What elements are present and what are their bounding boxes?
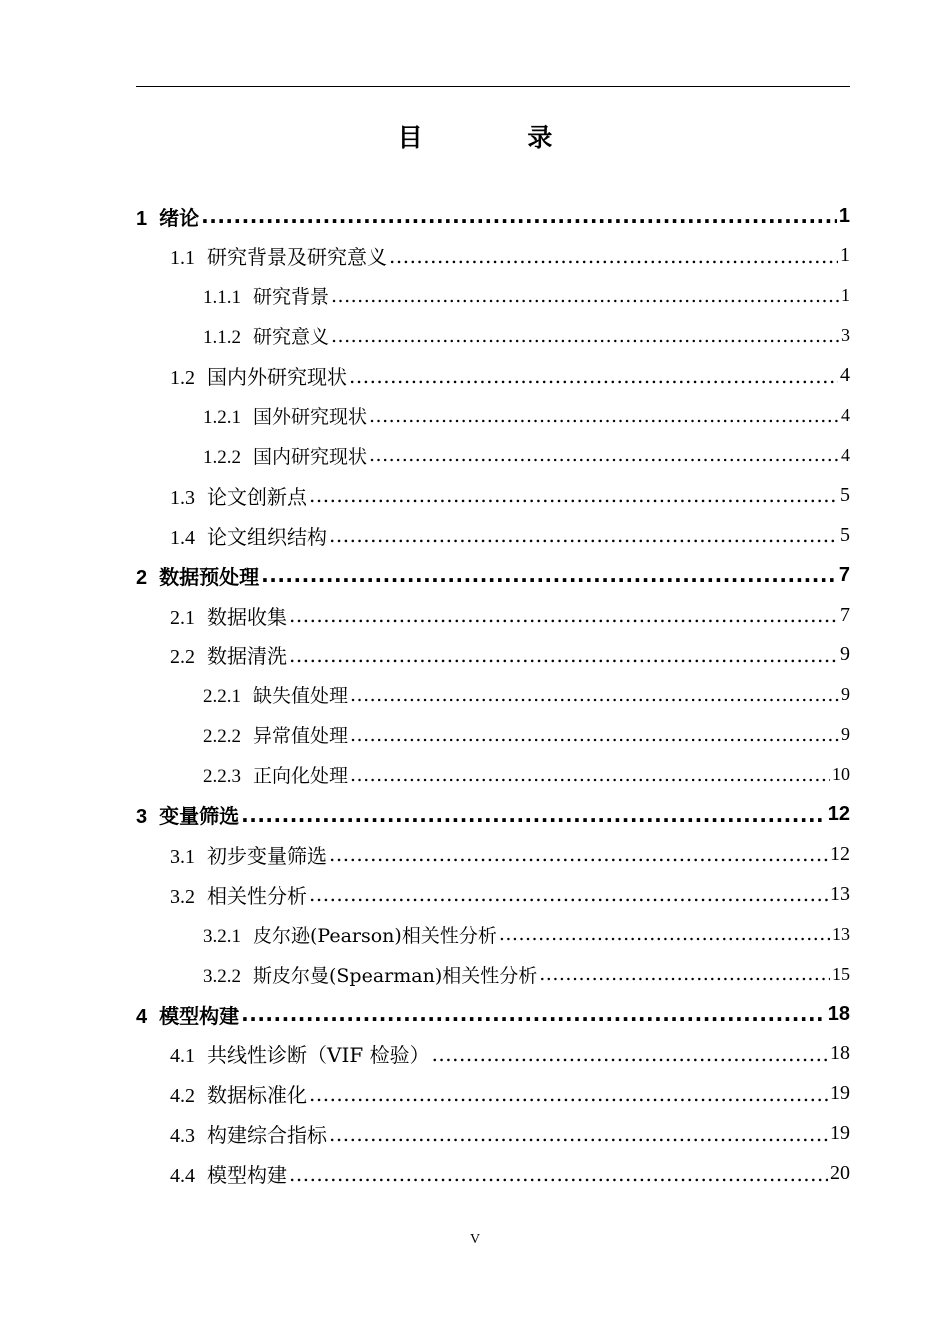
toc-entry-label	[170, 840, 327, 869]
toc-entry-page: 9	[840, 643, 850, 666]
toc-entry-number: 2.2	[170, 646, 195, 669]
toc-entry-title: 相关性分析	[207, 883, 307, 908]
toc-entry-page: 1	[838, 204, 850, 227]
toc-entry-number: 1.4	[170, 526, 195, 549]
toc-entry-label	[170, 521, 327, 550]
toc-entry-title: 初步变量筛选	[207, 843, 327, 868]
toc-leader-dots	[331, 285, 839, 307]
toc-entry-page: 13	[830, 882, 850, 905]
toc-entry-number: 3.2	[170, 885, 195, 908]
toc-entry-page: 4	[841, 444, 850, 465]
toc-entry-label	[170, 361, 347, 390]
toc-leader-dots	[309, 483, 838, 507]
toc-entry-label	[203, 322, 329, 349]
toc-entry[interactable]	[136, 435, 850, 475]
toc-entry-title: 正向化处理	[253, 765, 349, 788]
toc-entry-title: 异常值处理	[253, 725, 349, 748]
toc-entry-title: 皮尔逊(Pearson)相关性分析	[253, 924, 497, 947]
toc-leader-dots	[331, 325, 839, 347]
toc-entry[interactable]	[136, 396, 850, 436]
toc-entry-page: 20	[830, 1162, 850, 1185]
toc-entry-number: 4.1	[170, 1045, 195, 1068]
toc-entry-label	[170, 1039, 430, 1068]
toc-entry-label	[203, 442, 367, 469]
toc-entry-title: 国内研究现状	[253, 445, 368, 468]
footer-page-number: V	[469, 1232, 481, 1247]
toc-entry[interactable]	[136, 276, 850, 316]
toc-entry[interactable]	[136, 874, 850, 914]
toc-entry[interactable]	[136, 675, 850, 715]
toc-entry-page: 18	[830, 1042, 850, 1065]
toc-leader-dots	[329, 842, 828, 866]
toc-entry-number: 1.1.2	[203, 327, 241, 349]
toc-entry-label	[170, 601, 287, 630]
toc-entry-label	[170, 481, 307, 510]
toc-entry[interactable]	[136, 1074, 850, 1114]
toc-entry-page: 5	[840, 523, 850, 546]
toc-entry-number: 4.4	[170, 1165, 195, 1188]
toc-entry-page: 9	[841, 724, 850, 745]
toc-entry[interactable]	[136, 316, 850, 356]
toc-leader-dots	[499, 923, 830, 945]
toc-entry[interactable]	[136, 755, 850, 795]
toc-entry-label	[203, 761, 348, 788]
header-rule	[136, 86, 850, 87]
toc-entry-number: 1.2.2	[203, 446, 241, 468]
toc-entry[interactable]	[136, 356, 850, 396]
toc-entry-number: 1	[136, 207, 148, 230]
toc-leader-dots	[369, 444, 839, 466]
toc-entry-page: 1	[840, 244, 850, 267]
toc-entry-label	[170, 241, 387, 270]
toc-leader-dots	[241, 803, 826, 827]
toc-entry-page: 12	[830, 842, 850, 865]
toc-entry-number: 3.1	[170, 845, 195, 868]
toc-leader-dots	[389, 244, 838, 268]
toc-leader-dots	[329, 1122, 828, 1146]
toc-leader-dots	[309, 1082, 828, 1106]
toc-entry-number: 4.2	[170, 1085, 195, 1108]
toc-entry-title: 缺失值处理	[253, 685, 349, 708]
toc-entry-title: 数据预处理	[159, 564, 260, 589]
toc-entry-number: 1.1	[170, 247, 195, 270]
toc-entry-page: 9	[841, 684, 850, 705]
toc-leader-dots	[241, 1002, 826, 1026]
toc-leader-dots	[432, 1042, 828, 1066]
toc-leader-dots	[201, 204, 837, 228]
toc-entry-page: 3	[841, 325, 850, 346]
toc-entry-page: 5	[840, 483, 850, 506]
toc-entry-page: 19	[830, 1082, 850, 1105]
toc-entry-page: 18	[827, 1002, 850, 1025]
toc-entry-number: 1.2	[170, 367, 195, 390]
toc-entry-title: 斯皮尔曼(Spearman)相关性分析	[253, 964, 538, 987]
toc-entry[interactable]	[136, 635, 850, 675]
toc-leader-dots	[309, 882, 828, 906]
toc-entry-title: 模型构建	[159, 1003, 240, 1028]
toc-entry-label	[136, 202, 199, 231]
toc-entry[interactable]	[136, 954, 850, 994]
toc-entry-page: 7	[838, 563, 850, 586]
toc-entry[interactable]	[136, 196, 850, 236]
toc-entry-title: 模型构建	[207, 1163, 287, 1188]
toc-leader-dots	[349, 364, 838, 388]
toc-leader-dots	[350, 724, 839, 746]
toc-entry-number: 2.1	[170, 606, 195, 629]
toc-entry-number: 3.2.1	[203, 925, 241, 947]
toc-entry-title: 研究背景	[253, 286, 330, 309]
toc-leader-dots	[261, 563, 837, 587]
toc-entry-label	[136, 800, 239, 829]
toc-leader-dots	[369, 405, 839, 427]
toc-entry-page: 1	[841, 285, 850, 306]
toc-entry-page: 4	[840, 364, 850, 387]
toc-entry[interactable]	[136, 834, 850, 874]
toc-entry[interactable]	[136, 1154, 850, 1194]
toc-entry-number: 1.2.1	[203, 407, 241, 428]
toc-entry-title: 绪论	[159, 205, 200, 230]
toc-entry[interactable]	[136, 236, 850, 276]
toc-entry-number: 2.2.2	[203, 726, 241, 748]
toc-leader-dots	[539, 963, 830, 985]
toc-entry-number: 2.2.1	[203, 686, 241, 708]
toc-entry-page: 4	[841, 405, 850, 425]
toc-entry-page: 19	[830, 1122, 850, 1145]
toc-leader-dots	[289, 1162, 828, 1186]
toc-entry[interactable]	[136, 475, 850, 515]
toc-entry[interactable]	[136, 715, 850, 755]
toc-entry-number: 4.3	[170, 1125, 195, 1148]
toc-entry[interactable]	[136, 795, 850, 835]
toc-entry-label	[203, 721, 348, 748]
toc-leader-dots	[289, 603, 838, 627]
toc-entry-number: 3	[136, 806, 148, 828]
toc-leader-dots	[350, 684, 839, 706]
toc-entry-number: 2	[136, 566, 148, 589]
toc-entry-title: 共线性诊断（VIF 检验）	[207, 1043, 430, 1068]
toc-entry-title: 数据标准化	[207, 1083, 307, 1108]
toc-entry-page: 12	[827, 803, 850, 825]
toc-entry-label	[136, 561, 259, 590]
toc-entry[interactable]	[136, 515, 850, 555]
toc-entry-label	[170, 880, 307, 909]
toc-entry-page: 7	[840, 603, 850, 626]
toc-entry-number: 1.3	[170, 486, 195, 509]
toc-entry-page: 15	[832, 963, 850, 984]
toc-entry-label	[170, 1079, 307, 1108]
toc-entry-number: 3.2.2	[203, 965, 241, 987]
toc-entry-label	[170, 1159, 287, 1188]
toc-entry-number: 4	[136, 1005, 148, 1028]
toc-entry-page: 13	[832, 923, 850, 944]
toc-entry-title: 数据收集	[207, 604, 287, 629]
toc-leader-dots	[350, 764, 830, 786]
page-title: 目 录	[397, 123, 601, 152]
toc-entry-title: 研究背景及研究意义	[207, 245, 387, 270]
toc-entry-title: 论文创新点	[207, 484, 307, 509]
toc-entry-label	[136, 1000, 239, 1029]
toc-leader-dots	[329, 523, 838, 547]
toc-entry-label	[170, 1119, 327, 1148]
toc-entry-title: 数据清洗	[207, 644, 287, 669]
toc-entry-label	[203, 282, 329, 309]
toc-entry-title: 国外研究现状	[253, 406, 368, 428]
toc-entry-label	[203, 921, 497, 948]
toc-entry[interactable]	[136, 994, 850, 1034]
toc-entry-number: 1.1.1	[203, 287, 241, 309]
toc-leader-dots	[289, 643, 838, 667]
toc-entry-title: 研究意义	[253, 326, 330, 349]
toc-entry-label	[203, 681, 348, 708]
toc-entry-page: 10	[832, 764, 850, 785]
toc-entry-label	[203, 402, 367, 429]
toc-entry[interactable]	[136, 595, 850, 635]
toc-entry[interactable]	[136, 1114, 850, 1154]
toc-entry[interactable]	[136, 555, 850, 595]
toc-entry-title: 构建综合指标	[207, 1123, 327, 1148]
toc-entry-label	[203, 961, 537, 988]
toc-entry-title: 论文组织结构	[207, 524, 327, 549]
toc-entry-number: 2.2.3	[203, 766, 241, 788]
toc-entry-label	[170, 640, 287, 669]
toc-entry[interactable]	[136, 1034, 850, 1074]
toc-entry-title: 变量筛选	[159, 804, 240, 828]
toc-entry[interactable]	[136, 914, 850, 954]
toc-entry-title: 国内外研究现状	[207, 365, 347, 390]
